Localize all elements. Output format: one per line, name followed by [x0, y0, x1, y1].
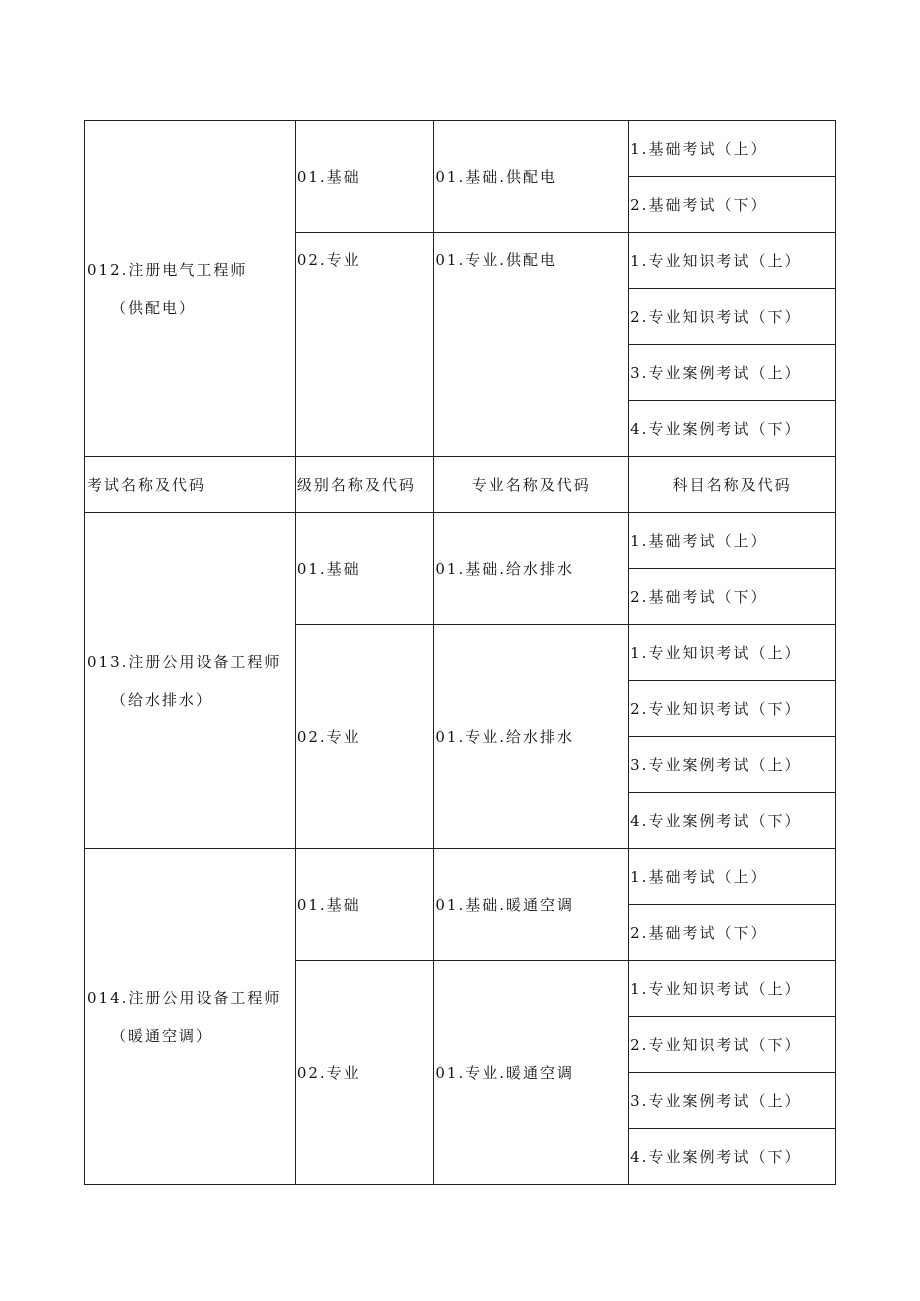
subject-cell: 4.专业案例考试（下） [629, 1129, 836, 1185]
subject-cell: 4.专业案例考试（下） [629, 401, 836, 457]
exam-table [84, 120, 836, 1185]
subject-cell: 1.专业知识考试（上） [629, 233, 836, 289]
subject-cell: 4.专业案例考试（下） [629, 793, 836, 849]
major-cell: 01.专业.给水排水 [434, 625, 629, 849]
level-cell: 01.基础 [295, 121, 434, 233]
exam-specialty: （供配电） [111, 298, 197, 317]
subject-cell: 3.专业案例考试（上） [629, 737, 836, 793]
exam-table-body [85, 121, 836, 1185]
subject-cell: 1.基础考试（上） [629, 513, 836, 569]
major-cell: 01.基础.供配电 [434, 121, 629, 233]
header-major: 专业名称及代码 [434, 457, 629, 513]
subject-cell: 1.基础考试（上） [629, 121, 836, 177]
table-row [85, 121, 836, 177]
exam-name: 012.注册电气工程师 [87, 260, 248, 279]
header-level: 级别名称及代码 [295, 457, 434, 513]
subject-cell: 2.专业知识考试（下） [629, 1017, 836, 1073]
level-cell: 02.专业 [295, 961, 434, 1185]
level-cell: 02.专业 [295, 625, 434, 849]
subject-cell: 3.专业案例考试（上） [629, 1073, 836, 1129]
exam-specialty: （给水排水） [111, 690, 214, 709]
table-row [85, 513, 836, 569]
major-cell: 01.基础.给水排水 [434, 513, 629, 625]
major-cell: 01.专业.暖通空调 [434, 961, 629, 1185]
table-header-row [85, 457, 836, 513]
subject-cell: 2.基础考试（下） [629, 177, 836, 233]
major-cell: 01.专业.供配电 [434, 233, 629, 457]
exam-name-cell [85, 513, 296, 849]
major-cell: 01.基础.暖通空调 [434, 849, 629, 961]
header-subject: 科目名称及代码 [629, 457, 836, 513]
table-row [85, 849, 836, 905]
subject-cell: 2.专业知识考试（下） [629, 289, 836, 345]
subject-cell: 1.基础考试（上） [629, 849, 836, 905]
subject-cell: 2.基础考试（下） [629, 905, 836, 961]
level-cell: 01.基础 [295, 513, 434, 625]
header-exam: 考试名称及代码 [85, 457, 296, 513]
exam-name-cell [85, 849, 296, 1185]
exam-name: 013.注册公用设备工程师 [87, 652, 282, 671]
subject-cell: 1.专业知识考试（上） [629, 961, 836, 1017]
subject-cell: 1.专业知识考试（上） [629, 625, 836, 681]
exam-specialty: （暖通空调） [111, 1026, 214, 1045]
subject-cell: 2.基础考试（下） [629, 569, 836, 625]
subject-cell: 2.专业知识考试（下） [629, 681, 836, 737]
level-cell: 01.基础 [295, 849, 434, 961]
subject-cell: 3.专业案例考试（上） [629, 345, 836, 401]
exam-name: 014.注册公用设备工程师 [87, 988, 282, 1007]
exam-name-cell [85, 121, 296, 457]
level-cell: 02.专业 [295, 233, 434, 457]
